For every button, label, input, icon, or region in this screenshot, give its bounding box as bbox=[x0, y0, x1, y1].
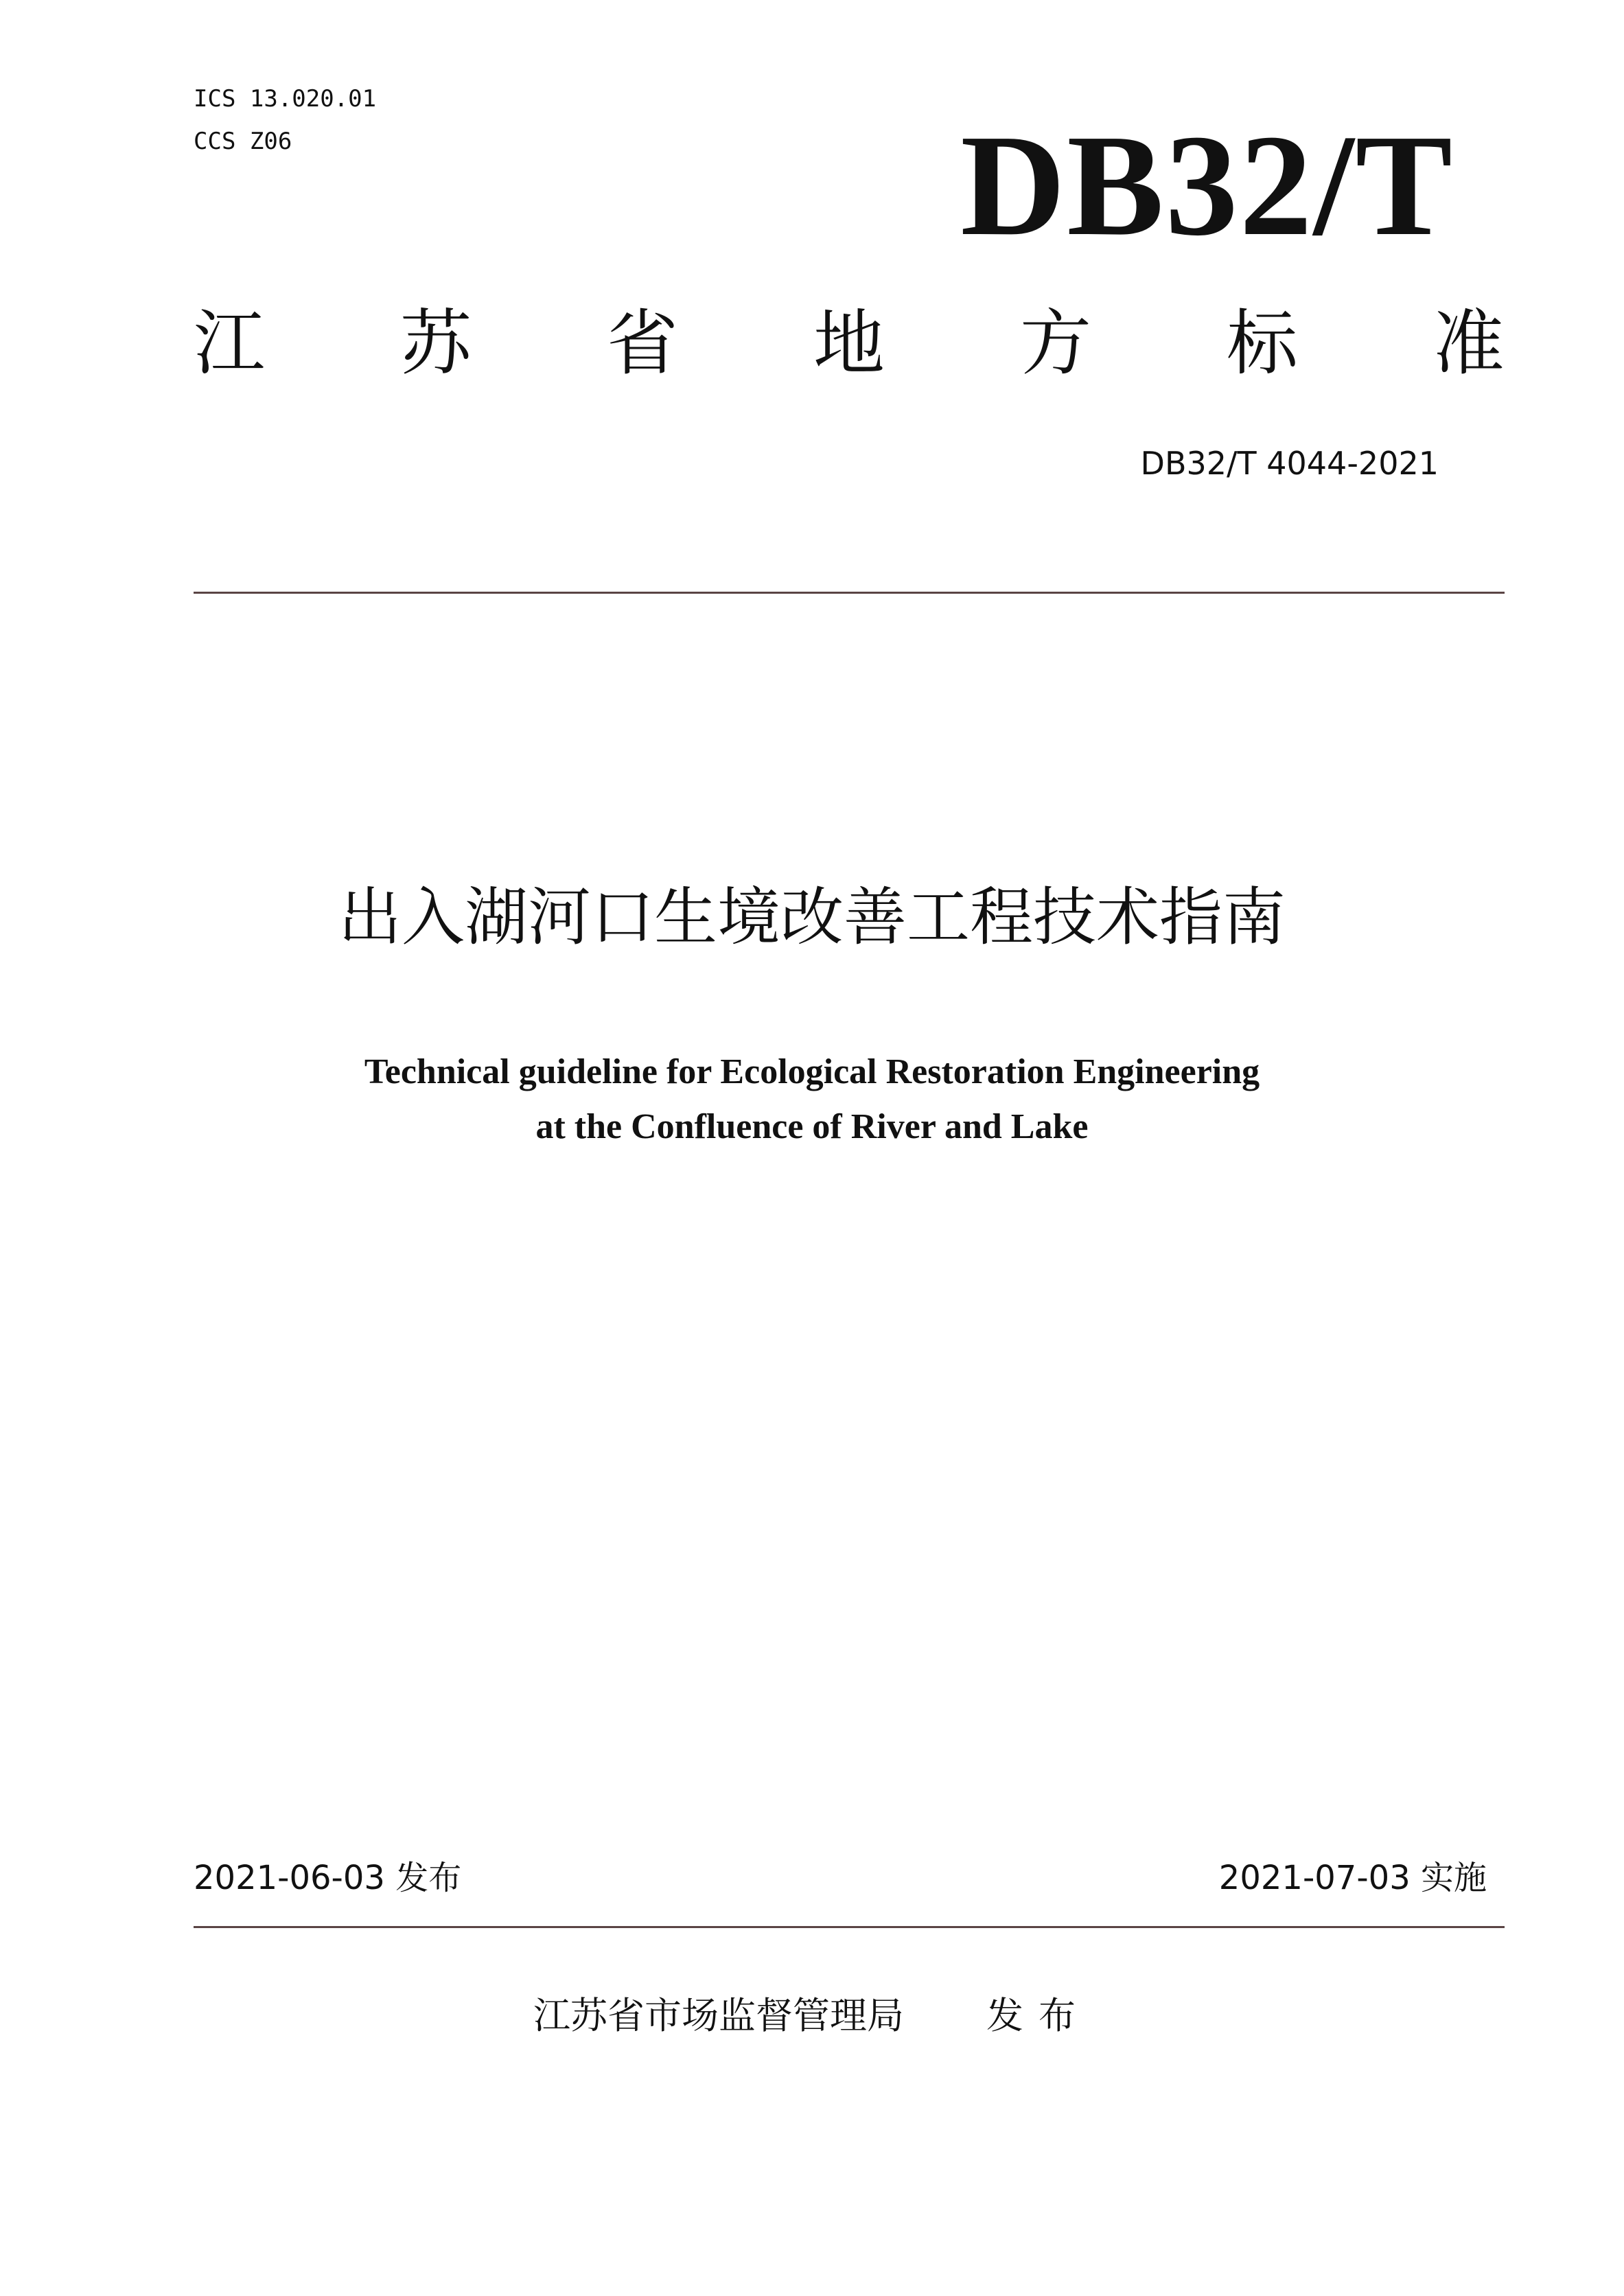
issuer-action: 发布 bbox=[986, 1994, 1091, 2037]
ccs-code: CCS Z06 bbox=[194, 128, 292, 155]
standard-logo: DB32/T bbox=[960, 104, 1454, 266]
standard-type-char: 标 bbox=[1226, 301, 1298, 385]
issuer bbox=[0, 1992, 1624, 2040]
title-english-line: Technical guideline for Ecological Restoration Engineering bbox=[364, 1052, 1260, 1091]
standard-number: DB32/T 4044-2021 bbox=[1140, 445, 1439, 482]
title-english-line: at the Confluence of River and Lake bbox=[535, 1107, 1089, 1146]
standard-type-heading bbox=[194, 295, 1505, 391]
title-english bbox=[0, 1045, 1624, 1155]
title-chinese: 出入湖河口生境改善工程技术指南 bbox=[338, 881, 1286, 954]
top-divider bbox=[194, 592, 1505, 594]
ics-code: ICS 13.020.01 bbox=[194, 85, 377, 113]
bottom-divider bbox=[194, 1926, 1505, 1928]
standard-type-char: 准 bbox=[1432, 301, 1505, 385]
standard-type-char: 方 bbox=[1019, 301, 1091, 385]
standard-type-char: 苏 bbox=[399, 301, 472, 385]
issuer-name: 江苏省市场监督管理局 bbox=[533, 1994, 904, 2037]
standard-type-char: 地 bbox=[813, 301, 885, 385]
implementation-date: 2021-07-03 实施 bbox=[1218, 1859, 1487, 1897]
issue-date: 2021-06-03 发布 bbox=[194, 1859, 462, 1897]
standard-type-char: 江 bbox=[194, 301, 266, 385]
standard-type-char: 省 bbox=[606, 301, 678, 385]
